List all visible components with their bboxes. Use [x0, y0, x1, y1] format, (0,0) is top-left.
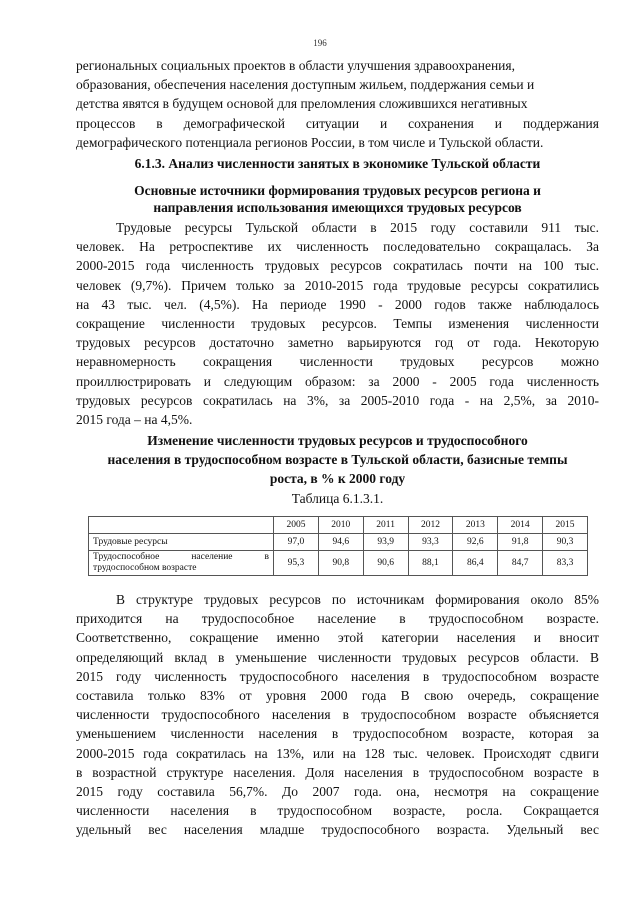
section-heading: 6.1.3. Анализ численности занятых в экономике Тульской области: [134, 156, 541, 171]
year-header: 2012: [408, 517, 453, 534]
text-line: демографического потенциала регионов России, в том числе и Тульской области.: [76, 134, 544, 150]
year-header: 2015: [543, 517, 588, 534]
table-cell: 97,0: [274, 534, 319, 551]
text-line: 2000-2015 года численность трудовых ресурсов сократилась почти на 100 тыс.: [76, 258, 599, 274]
row-label: Трудовые ресурсы: [89, 534, 274, 551]
table-cell: 90,8: [318, 551, 363, 576]
row-label-line: трудоспособном возрасте: [93, 563, 197, 573]
text-line: 2000-2015 года сократилась на 13%, или на 128 тыс. человек. Происходят сдвиги: [76, 745, 599, 761]
text-line: приходится на трудоспособное население в трудоспособном возрасте.: [76, 611, 599, 627]
table-title: [76, 431, 599, 488]
text-line: Трудовые ресурсы Тульской области в 2015 году составили 911 тыс.: [116, 220, 599, 235]
table-header-row: [89, 517, 588, 534]
year-header: 2014: [498, 517, 543, 534]
text-line: численности трудоспособного населения в трудоспособном возрасте объясняется: [76, 707, 599, 723]
text-line: сокращение численности трудовых ресурсов. Темпы изменения численности: [76, 316, 599, 332]
paragraph-2: [76, 590, 599, 840]
paragraph-1: [76, 218, 599, 429]
year-header: 2005: [274, 517, 319, 534]
table-cell: 83,3: [543, 551, 588, 576]
subheading-line: направления использования имеющихся трудовых ресурсов: [153, 200, 522, 215]
text-line: человек. На ретроспективе их численность последовательно сокращалась. За: [76, 239, 599, 255]
table-row: [89, 551, 588, 576]
text-line: численности населения в трудоспособном возрасте, росла. Сокращается: [76, 803, 599, 819]
subheading-line: Основные источники формирования трудовых ресурсов региона и: [134, 183, 541, 198]
text-line: процессов в демографической ситуации и сохранения и поддержания: [76, 115, 599, 131]
text-line: составила только 83% от уровня 2000 года В свою очередь, сокращение: [76, 688, 599, 704]
table-cell: 86,4: [453, 551, 498, 576]
table-cell: 84,7: [498, 551, 543, 576]
text-line: удельный вес населения младше трудоспособного возраста. Удельный вес: [76, 822, 599, 838]
text-line: неравномерность сокращения численности трудовых ресурсов можно: [76, 354, 599, 370]
table-cell: 91,8: [498, 534, 543, 551]
row-label: [89, 551, 274, 576]
row-label-line: Трудоспособное население в: [93, 552, 270, 562]
text-line: детства явятся в будущем основой для преломления сложившихся негативных: [76, 96, 528, 112]
table-title-line: роста, в % к 2000 году: [269, 471, 406, 486]
text-line: определяющий вклад в уменьшение численности трудовых ресурсов области. В: [76, 649, 599, 665]
header-empty-cell: [89, 517, 274, 534]
text-line: человек (9,7%). Причем только за 2010-2015 года трудовые ресурсы сократились: [76, 277, 599, 293]
table-row: [89, 534, 588, 551]
text-line: проиллюстрировать и следующим образом: за 2000 - 2005 года численность: [76, 373, 599, 389]
page-number: 196: [313, 38, 327, 48]
text-line: В структуре трудовых ресурсов по источникам формирования около 85%: [116, 592, 599, 607]
year-header: 2011: [363, 517, 408, 534]
data-table: [88, 516, 588, 576]
table-cell: 92,6: [453, 534, 498, 551]
year-header: 2010: [318, 517, 363, 534]
table-cell: 93,3: [408, 534, 453, 551]
table-cell: 88,1: [408, 551, 453, 576]
text-line: в возрастной структуре населения. Доля населения в трудоспособном возрасте в: [76, 764, 599, 780]
table-title-line: Изменение численности трудовых ресурсов и трудоспособного: [147, 433, 528, 448]
table-number: Таблица 6.1.3.1.: [291, 491, 384, 506]
table-cell: 94,6: [318, 534, 363, 551]
text-line: на 43 тыс. чел. (4,5%). На периоде 1990 - 2000 годов также наблюдалось: [76, 296, 599, 312]
text-line: региональных социальных проектов в области улучшения здравоохранения,: [76, 58, 515, 73]
subheading: [100, 182, 575, 216]
text-line: 2015 году составила 56,7%. До 2007 года. она, несмотря на сокращение: [76, 784, 599, 800]
text-line: 2015 года – на 4,5%.: [76, 412, 193, 428]
table-cell: 95,3: [274, 551, 319, 576]
table-cell: 93,9: [363, 534, 408, 551]
year-header: 2013: [453, 517, 498, 534]
table-title-line: населения в трудоспособном возрасте в Тульской области, базисные темпы: [107, 452, 568, 467]
text-line: 2015 году численность трудоспособного населения в трудоспособном возрасте: [76, 668, 599, 684]
intro-paragraph: [76, 56, 599, 152]
text-line: уменьшением численности населения в трудоспособном возрасте, которая за: [76, 726, 599, 742]
table-cell: 90,6: [363, 551, 408, 576]
text-line: Соответственно, сокращение именно этой категории населения и вносит: [76, 630, 599, 646]
table-cell: 90,3: [543, 534, 588, 551]
text-line: трудовых ресурсов сократилась на 3%, за 2005-2010 года - на 2,5%, за 2010-: [76, 392, 599, 408]
text-line: трудовых ресурсов достаточно заметно варьируются год от года. Некоторую: [76, 335, 599, 351]
text-line: образования, обеспечения населения доступным жильем, поддержания семьи и: [76, 77, 535, 93]
